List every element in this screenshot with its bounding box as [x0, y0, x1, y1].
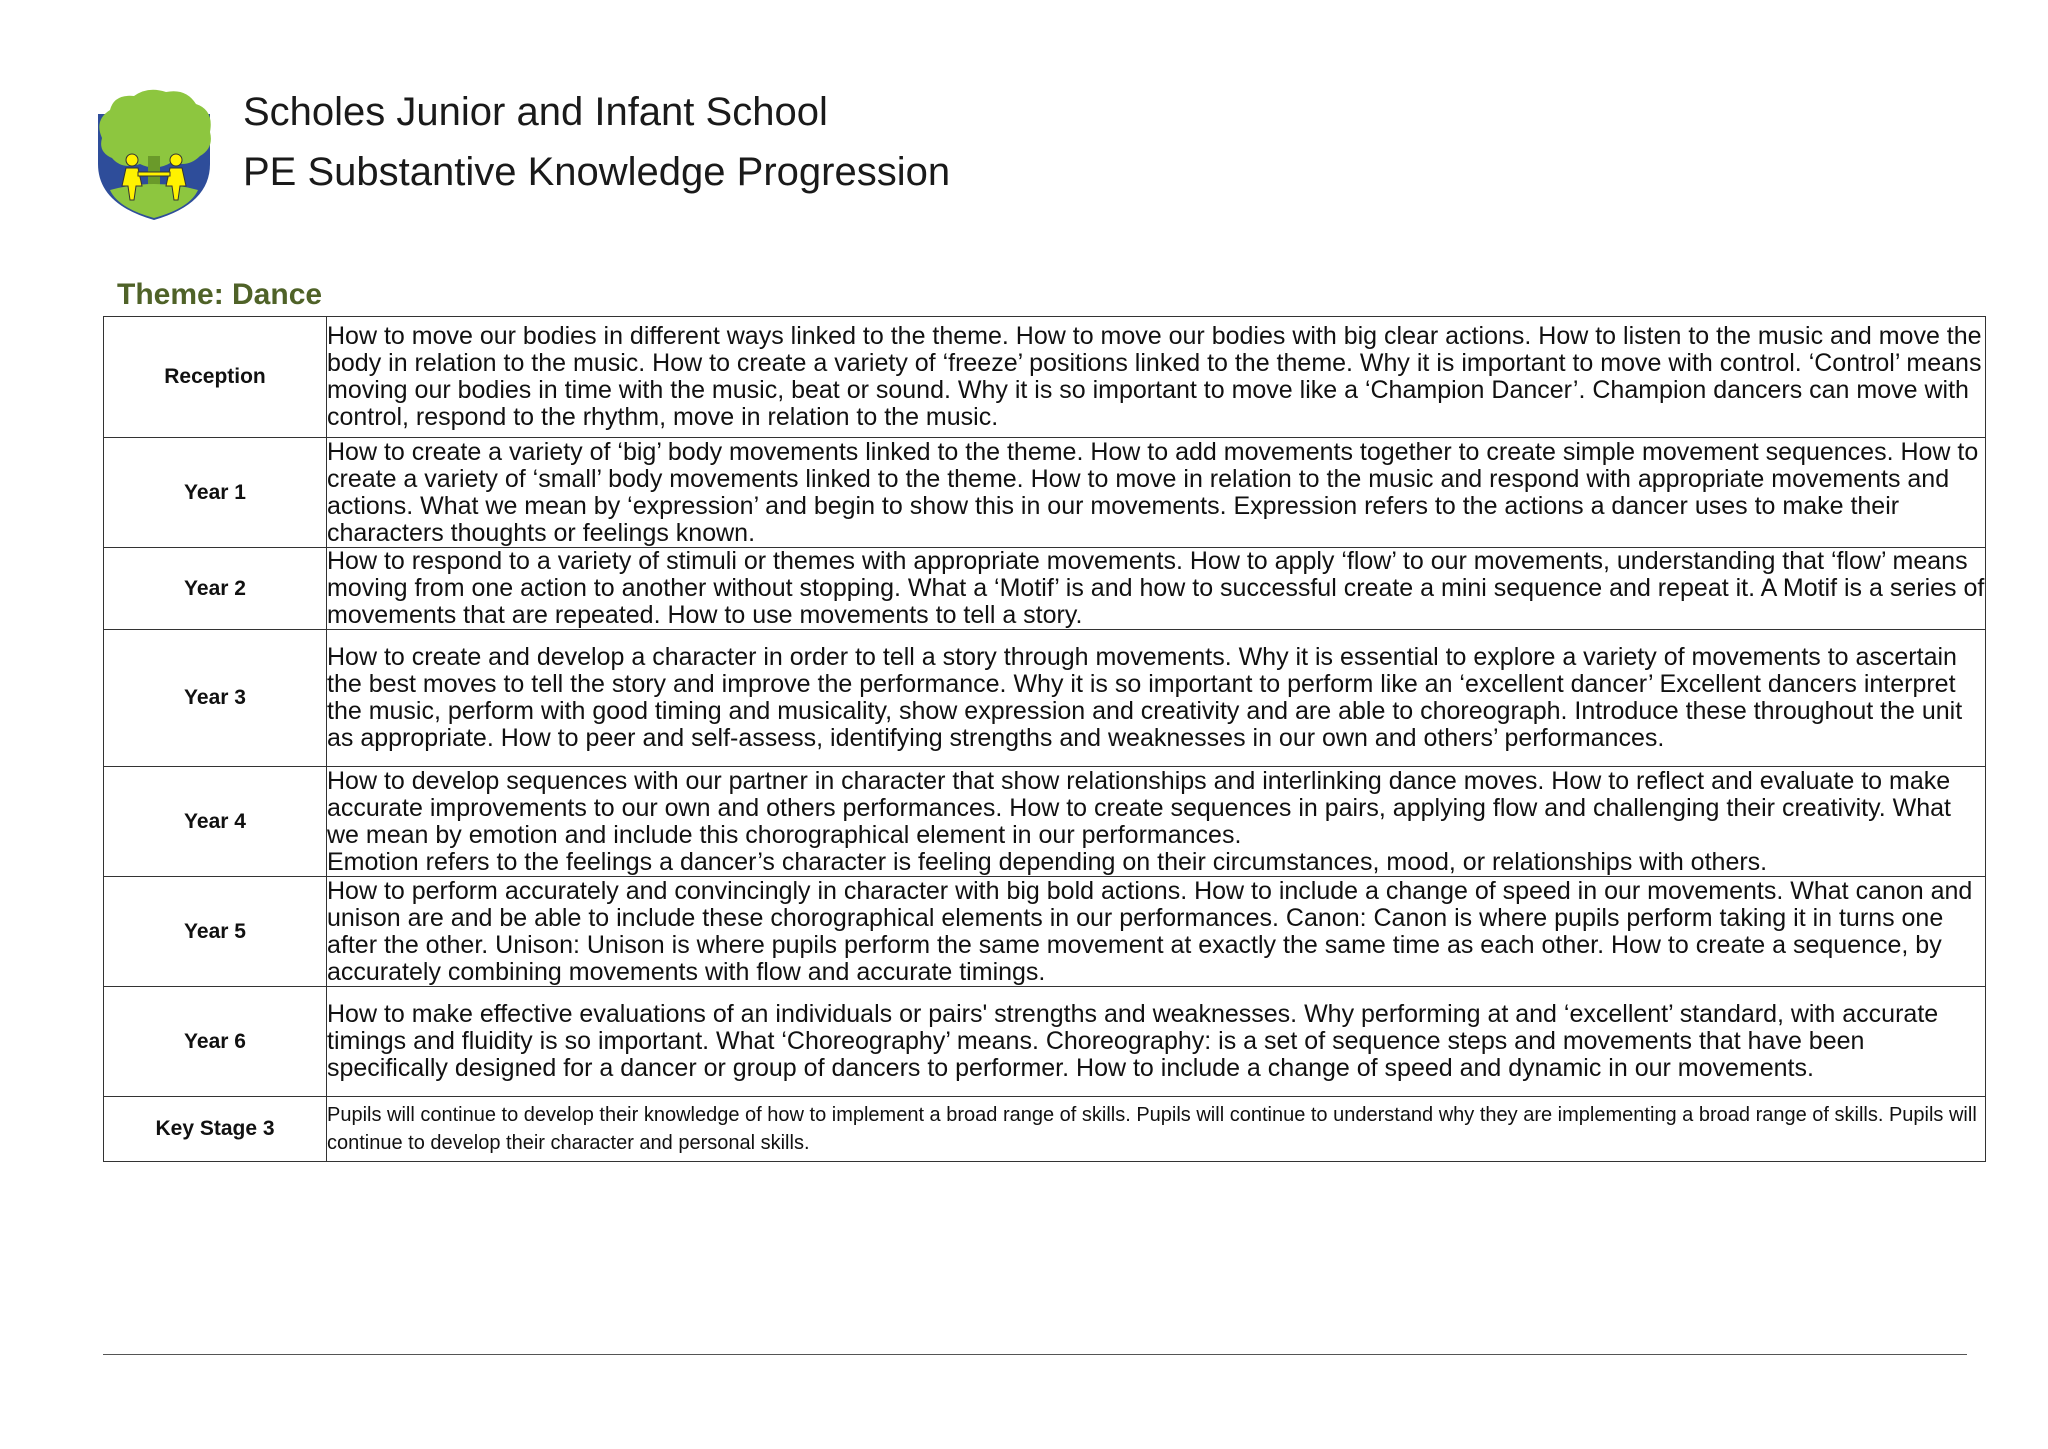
- stage-description: How to move our bodies in different ways linked to the theme. How to move our bodies with big clear actions. How to listen to the music and move the body in relation to the music. How to create a variety of ‘freeze’ positions linked to the theme. Why it is important to move with control. ‘Control’ means moving our bodies in time with the music, beat or sound. Why it is so important to move like a ‘Champion Dancer’. Champion dancers can move with control, respond to the rhythm, move in relation to the music.: [327, 317, 1986, 438]
- logo-tree-canopy: [99, 90, 211, 168]
- stage-description: How to create and develop a character in order to tell a story through movements. Why it is essential to explore a variety of movements to ascertain the best moves to tell the story and improve the performance. Why it is so important to perform like an ‘excellent dancer’ Excellent dancers interpret the music, perform with good timing and musicality, show expression and creativity and are able to choreograph. Introduce these throughout the unit as appropriate. How to peer and self-assess, identifying strengths and weaknesses in our own and others’ performances.: [327, 630, 1986, 767]
- logo-ground: [110, 184, 198, 218]
- stage-description: How to create a variety of ‘big’ body movements linked to the theme. How to add movements together to create simple movement sequences. How to create a variety of ‘small’ body movements linked to the theme. How to move in relation to the music and respond with appropriate movements and actions. What we mean by ‘expression’ and begin to show this in our movements. Expression refers to the actions a dancer uses to make their characters thoughts or feelings known.: [327, 438, 1986, 548]
- stage-label: Year 3: [104, 630, 327, 767]
- stage-description: How to respond to a variety of stimuli or themes with appropriate movements. How to apply ‘flow’ to our movements, understanding that ‘flow’ means moving from one action to another without stopping. What a ‘Motif’ is and how to successful create a mini sequence and repeat it. A Motif is a series of movements that are repeated. How to use movements to tell a story.: [327, 547, 1985, 629]
- stage-label: Year 5: [104, 877, 327, 987]
- stage-label: Reception: [104, 317, 327, 438]
- school-name: Scholes Junior and Infant School: [243, 90, 828, 134]
- table-row: [104, 1097, 1986, 1162]
- stage-description: How to make effective evaluations of an individuals or pairs' strengths and weaknesses. Why performing at and ‘excellent’ standard, with accurate timings and fluidity is so important. What ‘Choreography’ means. Choreography: is a set of sequence steps and movements that have been specifically designed for a dancer or group of dancers to performer. How to include a change of speed and dynamic in our movements.: [327, 987, 1986, 1097]
- progression-table: [103, 316, 1986, 1162]
- stage-description: [327, 767, 1986, 877]
- table-row: [104, 630, 1986, 767]
- stage-description: Pupils will continue to develop their knowledge of how to implement a broad range of skills. Pupils will continue to understand why they are implementing a broad range of skills. Pupils will continue to develop their character and personal skills.: [327, 1097, 1986, 1162]
- stage-label: Year 2: [104, 548, 327, 630]
- stage-label: Key Stage 3: [104, 1097, 327, 1162]
- stage-description-part: Emotion refers to the feelings a dancer’s character is feeling depending on their circumstances, mood, or relationships with others.: [327, 847, 1768, 876]
- stage-description: How to perform accurately and convincingly in character with big bold actions. How to include a change of speed in our movements. What canon and unison are and be able to include these chorographical elements in our performances. Canon: Canon is where pupils perform taking it in turns one after the other. Unison: Unison is where pupils perform the same movement at exactly the same time as each other. How to create a sequence, by accurately combining movements with flow and accurate timings.: [327, 877, 1986, 987]
- stage-label: Year 6: [104, 987, 327, 1097]
- school-logo: [92, 86, 216, 222]
- document-title: PE Substantive Knowledge Progression: [243, 150, 951, 194]
- table-row: [104, 548, 1986, 630]
- stage-label: Year 4: [104, 767, 327, 877]
- footer-divider: [103, 1354, 1967, 1355]
- table-row: [104, 767, 1986, 877]
- table-row: [104, 317, 1986, 438]
- table-row: [104, 438, 1986, 548]
- stage-description-part: How to develop sequences with our partner in character that show relationships and interlinking dance moves. How to reflect and evaluate to make accurate improvements to our own and others performances. How to create sequences in pairs, applying flow and challenging their creativity. What we mean by emotion and include this chorographical element in our performances.: [327, 766, 1951, 849]
- theme-heading: Theme: Dance: [117, 278, 323, 311]
- logo-tree-trunk: [148, 156, 160, 186]
- table-row: [104, 877, 1986, 987]
- stage-label: Year 1: [104, 438, 327, 548]
- table-row: [104, 987, 1986, 1097]
